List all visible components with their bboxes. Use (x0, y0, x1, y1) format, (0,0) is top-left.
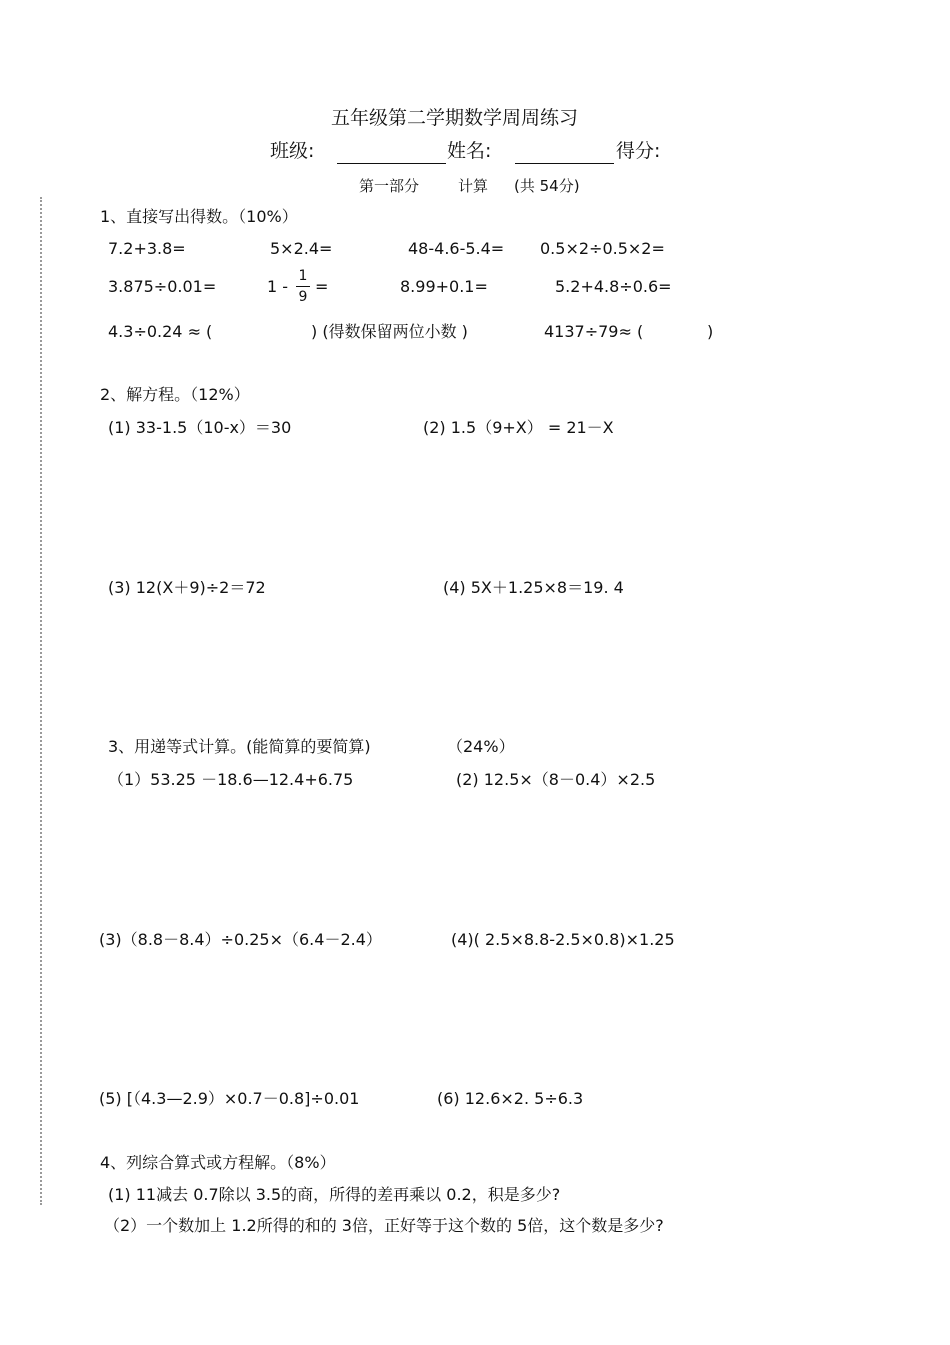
q1-item: 8.99+0.1= (400, 277, 488, 296)
q4-heading: 4、列综合算式或方程解。（8%） (100, 1153, 336, 1172)
q1-item: 3.875÷0.01= (108, 277, 217, 296)
q3-expression: (5) [（4.3—2.9）×0.7－0.8]÷0.01 (99, 1089, 360, 1108)
class-label: 班级: (270, 140, 315, 162)
q3-expression: (3)（8.8－8.4）÷0.25×（6.4－2.4） (99, 930, 382, 949)
q1-item: 5.2+4.8÷0.6= (555, 277, 672, 296)
q2-equation: (4) 5X＋1.25×8＝19. 4 (443, 578, 624, 597)
q3-points: （24%） (447, 737, 515, 756)
q2-equation: (1) 33-1.5（10-x）＝30 (108, 418, 292, 437)
q1-fraction-prefix: 1 - (267, 277, 289, 296)
fraction-numerator: 1 (298, 268, 308, 284)
fraction-denominator: 9 (298, 289, 308, 305)
score-label: 得分: (616, 140, 661, 162)
part-name: 第一部分 (359, 177, 420, 195)
q1-item: 5×2.4= (270, 239, 333, 258)
q4-problem: （2）一个数加上 1.2所得的和的 3倍，正好等于这个数的 5倍，这个数是多少? (104, 1216, 664, 1235)
q1-item: 0.5×2÷0.5×2= (540, 239, 665, 258)
q2-equation: (2) 1.5（9+X） = 21－X (423, 418, 614, 437)
q3-expression: (6) 12.6×2. 5÷6.3 (437, 1089, 584, 1108)
q1-heading: 1、直接写出得数。（10%） (100, 207, 298, 226)
q1-estimate-a-close: ) (得数保留两位小数 ) (311, 322, 468, 341)
q1-estimate-b: 4137÷79≈ ( (544, 322, 644, 341)
q1-estimate-b-close: ) (707, 322, 714, 341)
binding-dotted-line (40, 197, 42, 1205)
q2-equation: (3) 12(X＋9)÷2＝72 (108, 578, 266, 597)
name-blank[interactable] (515, 163, 614, 164)
q3-expression: (2) 12.5×（8－0.4）×2.5 (456, 770, 656, 789)
name-label: 姓名: (447, 140, 492, 162)
q1-estimate-a: 4.3÷0.24 ≈ ( (108, 322, 213, 341)
part-topic: 计算 (458, 177, 489, 195)
class-blank[interactable] (337, 163, 446, 164)
q1-fraction (296, 268, 310, 305)
q1-item: 48-4.6-5.4= (408, 239, 505, 258)
part-points: (共 54分) (514, 177, 580, 195)
q4-problem: (1) 11减去 0.7除以 3.5的商，所得的差再乘以 0.2，积是多少? (108, 1185, 561, 1204)
q3-expression: (4)( 2.5×8.8-2.5×0.8)×1.25 (451, 930, 675, 949)
q3-heading: 3、用递等式计算。(能简算的要简算) (108, 737, 371, 756)
q1-item: 7.2+3.8= (108, 239, 186, 258)
q3-expression: （1）53.25 －18.6—12.4+6.75 (108, 770, 354, 789)
page-title: 五年级第二学期数学周周练习 (331, 107, 579, 129)
q2-heading: 2、解方程。（12%） (100, 385, 250, 404)
q1-fraction-suffix: = (315, 277, 329, 296)
